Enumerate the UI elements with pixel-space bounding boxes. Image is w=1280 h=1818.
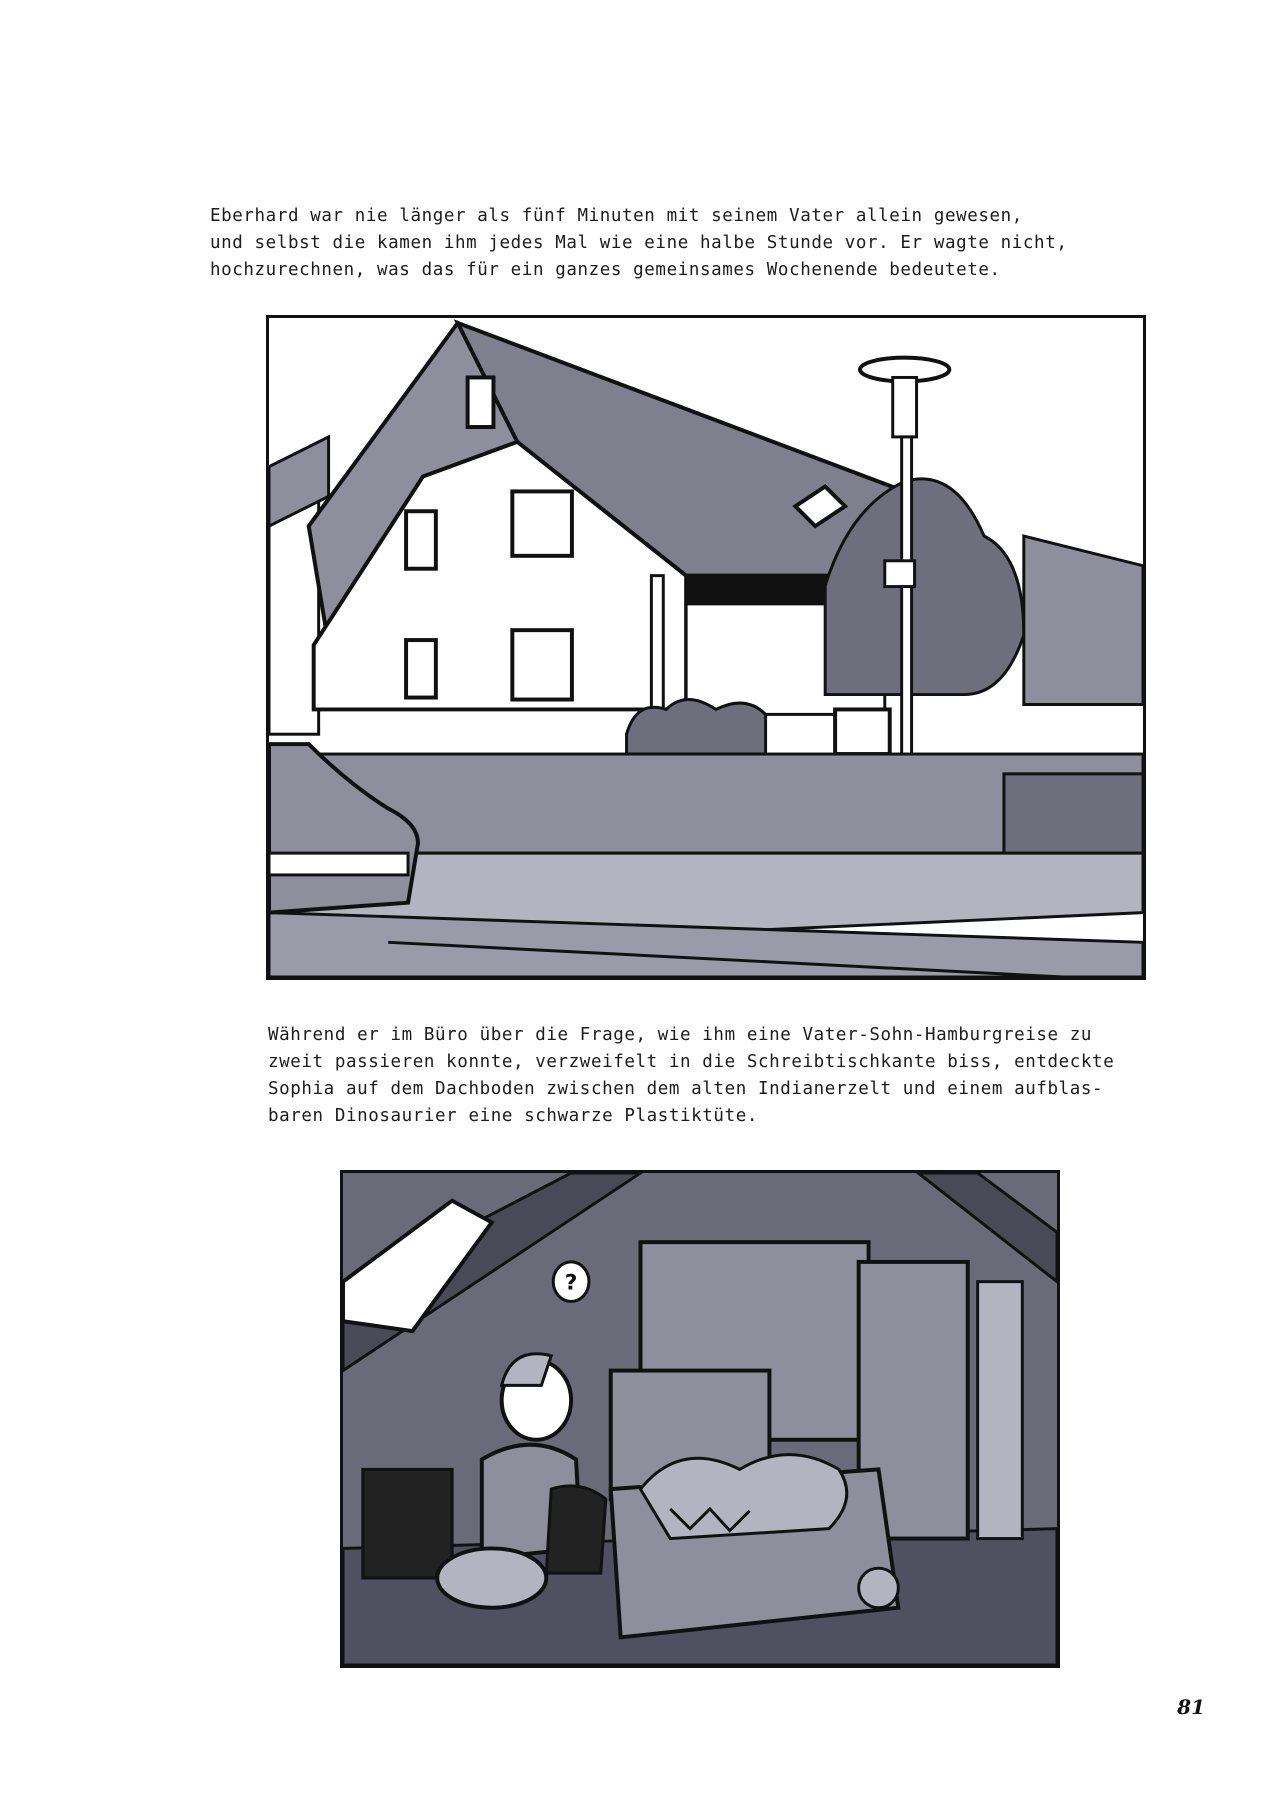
black-plastic-bag	[546, 1486, 605, 1573]
house-illustration	[269, 318, 1143, 977]
comic-panel-attic	[340, 1170, 1060, 1668]
caption-house: Eberhard war nie länger als fünf Minuten mit seinem Vater allein gewesen, und selbst die kamen ihm jedes Mal wie eine halbe Stunde vor. Er wagte nicht, hochzurechnen, was das für ein ganzes gemeinsames Wochenende bedeutete.	[210, 206, 1068, 280]
page-number: 81	[1177, 1695, 1205, 1719]
question-mark: ?	[564, 1270, 578, 1296]
caption-attic: Während er im Büro über die Frage, wie ihm eine Vater-Sohn-Hamburgreise zu zweit passieren konnte, verzweifelt in die Schreibtischkante biss, entdeckte Sophia auf dem Dachboden zwischen dem alten Indianerzelt und einem aufblas- baren Dinosaurier eine schwarze Plastiktüte.	[268, 1025, 1115, 1126]
attic-illustration	[343, 1173, 1057, 1665]
inflatable-dinosaur	[641, 1455, 847, 1539]
comic-panel-house	[266, 315, 1146, 980]
